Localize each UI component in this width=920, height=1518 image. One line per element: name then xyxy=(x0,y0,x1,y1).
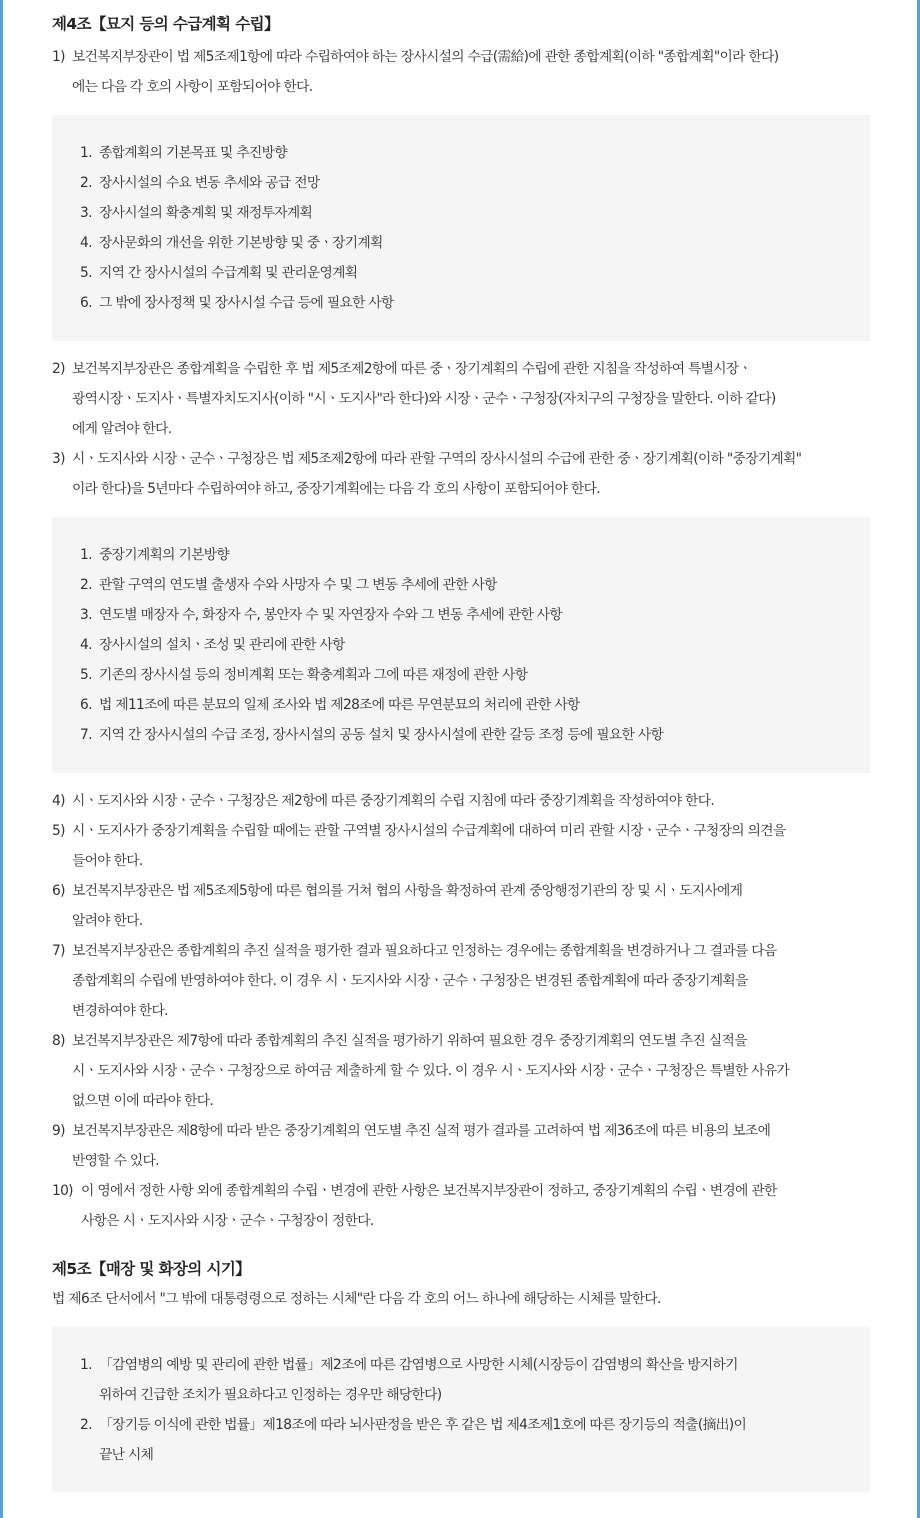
article-4-list-box-2 xyxy=(52,517,870,773)
paragraph-number: 1) xyxy=(52,49,65,65)
paragraph-line: 에게 알려야 한다. xyxy=(72,421,172,437)
item-number: 5. xyxy=(80,667,92,683)
law-document xyxy=(52,0,870,1492)
article-4-paragraph-6 xyxy=(52,876,870,936)
item-number: 3. xyxy=(80,205,92,221)
paragraph-line: 보건복지부장관은 제7항에 따라 종합계획의 추진 실적을 평가하기 위하여 필요한 경우 중장기계획의 연도별 추진 실적을 xyxy=(72,1033,747,1049)
item-line: 위하여 긴급한 조치가 필요하다고 인정하는 경우만 해당한다) xyxy=(99,1387,442,1403)
paragraph-number: 7) xyxy=(52,943,65,959)
paragraph-number: 4) xyxy=(52,793,65,809)
article-4-paragraph-1 xyxy=(52,42,870,102)
item-number: 4. xyxy=(80,637,92,653)
item-number: 1. xyxy=(80,1357,92,1373)
list-item xyxy=(80,1410,870,1470)
article-4-paragraph-2 xyxy=(52,354,870,444)
paragraph-line: 보건복지부장관은 종합계획의 추진 실적을 평가한 결과 필요하다고 인정하는 경우에는 종합계획을 변경하거나 그 결과를 다음 xyxy=(72,943,777,959)
item-number: 7. xyxy=(80,727,92,743)
list-item xyxy=(80,138,870,168)
item-line: 끝난 시체 xyxy=(99,1447,154,1463)
paragraph-line: 광역시장ㆍ도지사ㆍ특별자치도지사(이하 "시ㆍ도지사"라 한다)와 시장ㆍ군수ㆍ구청장(자치구의 구청장을 말한다. 이하 같다) xyxy=(72,391,776,407)
paragraph-line: 사항은 시ㆍ도지사와 시장ㆍ군수ㆍ구청장이 정한다. xyxy=(81,1213,374,1229)
paragraph-line: 이라 한다)을 5년마다 수립하여야 하고, 중장기계획에는 다음 각 호의 사항이 포함되어야 한다. xyxy=(72,481,600,497)
item-text: 기존의 장사시설 등의 정비계획 또는 확충계획과 그에 따른 재정에 관한 사항 xyxy=(99,667,528,683)
paragraph-line: 보건복지부장관은 종합계획을 수립한 후 법 제5조제2항에 따른 중ㆍ장기계획의 수립에 관한 지침을 작성하여 특별시장ㆍ xyxy=(72,361,752,377)
paragraph-line: 보건복지부장관은 법 제5조제5항에 따른 협의를 거쳐 협의 사항을 확정하여 관계 중앙행정기관의 장 및 시ㆍ도지사에게 xyxy=(72,883,743,899)
paragraph-number: 10) xyxy=(52,1183,73,1199)
article-4-list-box-1 xyxy=(52,115,870,341)
list-item xyxy=(80,540,870,570)
paragraph-number: 8) xyxy=(52,1033,65,1049)
paragraph-line: 보건복지부장관은 제8항에 따라 받은 중장기계획의 연도별 추진 실적 평가 결과를 고려하여 법 제36조에 따른 비용의 보조에 xyxy=(72,1123,771,1139)
paragraph-number: 6) xyxy=(52,883,65,899)
item-text: 장사시설의 수요 변동 추세와 공급 전망 xyxy=(99,175,320,191)
article-4-paragraph-8 xyxy=(52,1026,870,1116)
list-item xyxy=(80,168,870,198)
article-5-intro: 법 제6조 단서에서 "그 밖에 대통령령으로 정하는 시체"란 다음 각 호의 어느 하나에 해당하는 시체를 말한다. xyxy=(52,1291,661,1307)
item-text: 장사시설의 확충계획 및 재정투자계획 xyxy=(99,205,313,221)
item-text: 종합계획의 기본목표 및 추진방향 xyxy=(99,145,287,161)
paragraph-number: 9) xyxy=(52,1123,65,1139)
paragraph-line: 보건복지부장관이 법 제5조제1항에 따라 수립하여야 하는 장사시설의 수급(需給)에 관한 종합계획(이하 "종합계획"이라 한다) xyxy=(72,49,779,65)
paragraph-number: 3) xyxy=(52,451,65,467)
item-text: 그 밖에 장사정책 및 장사시설 수급 등에 필요한 사항 xyxy=(99,295,394,311)
paragraph-number: 5) xyxy=(52,823,65,839)
paragraph-line: 종합계획의 수립에 반영하여야 한다. 이 경우 시ㆍ도지사와 시장ㆍ군수ㆍ구청장은 변경된 종합계획에 따라 중장기계획을 xyxy=(72,973,748,989)
list-item xyxy=(80,570,870,600)
item-number: 6. xyxy=(80,295,92,311)
paragraph-line: 반영할 수 있다. xyxy=(72,1153,159,1169)
item-line: 「감염병의 예방 및 관리에 관한 법률」제2조에 따른 감염병으로 사망한 시체(시장등이 감염병의 확산을 방지하기 xyxy=(99,1357,738,1373)
article-4-paragraph-3 xyxy=(52,444,870,504)
list-item xyxy=(80,288,870,318)
article-4-paragraph-10 xyxy=(52,1176,870,1236)
paragraph-line: 알려야 한다. xyxy=(72,913,143,929)
paragraph-line: 들어야 한다. xyxy=(72,853,143,869)
article-4-paragraph-5 xyxy=(52,816,870,876)
list-item xyxy=(80,1350,870,1410)
paragraph-line: 변경하여야 한다. xyxy=(72,1003,168,1019)
article-5-list-box xyxy=(52,1327,870,1492)
item-text: 연도별 매장자 수, 화장자 수, 봉안자 수 및 자연장자 수와 그 변동 추세에 관한 사항 xyxy=(99,607,563,623)
item-number: 6. xyxy=(80,697,92,713)
item-number: 5. xyxy=(80,265,92,281)
list-item xyxy=(80,690,870,720)
paragraph-number: 2) xyxy=(52,361,65,377)
list-item xyxy=(80,630,870,660)
list-item xyxy=(80,258,870,288)
item-text: 관할 구역의 연도별 출생자 수와 사망자 수 및 그 변동 추세에 관한 사항 xyxy=(99,577,497,593)
paragraph-line: 시ㆍ도지사와 시장ㆍ군수ㆍ구청장은 제2항에 따른 중장기계획의 수립 지침에 따라 중장기계획을 작성하여야 한다. xyxy=(72,793,715,809)
list-item xyxy=(80,600,870,630)
paragraph-line: 없으면 이에 따라야 한다. xyxy=(72,1093,214,1109)
left-frame-border xyxy=(0,0,3,1518)
article-4-paragraph-7 xyxy=(52,936,870,1026)
paragraph-line: 에는 다음 각 호의 사항이 포함되어야 한다. xyxy=(72,79,313,95)
item-number: 1. xyxy=(80,547,92,563)
item-text: 장사시설의 설치ㆍ조성 및 관리에 관한 사항 xyxy=(99,637,345,653)
item-number: 3. xyxy=(80,607,92,623)
list-item xyxy=(80,720,870,750)
item-number: 2. xyxy=(80,175,92,191)
item-text: 지역 간 장사시설의 수급 조정, 장사시설의 공동 설치 및 장사시설에 관한 갈등 조정 등에 필요한 사항 xyxy=(99,727,664,743)
paragraph-line: 시ㆍ도지사가 중장기계획을 수립할 때에는 관할 구역별 장사시설의 수급계획에 대하여 미리 관할 시장ㆍ군수ㆍ구청장의 의견을 xyxy=(72,823,786,839)
article-4-paragraph-4 xyxy=(52,786,870,816)
item-text: 지역 간 장사시설의 수급계획 및 관리운영계획 xyxy=(99,265,358,281)
article-4-heading: 제4조【묘지 등의 수급계획 수립】 xyxy=(52,15,279,33)
article-5-heading: 제5조【매장 및 화장의 시기】 xyxy=(52,1260,251,1278)
item-text: 장사문화의 개선을 위한 기본방향 및 중ㆍ장기계획 xyxy=(99,235,383,251)
list-item xyxy=(80,198,870,228)
item-text: 법 제11조에 따른 분묘의 일제 조사와 법 제28조에 따른 무연분묘의 처리에 관한 사항 xyxy=(99,697,580,713)
item-number: 2. xyxy=(80,1417,92,1433)
item-number: 4. xyxy=(80,235,92,251)
list-item xyxy=(80,660,870,690)
item-number: 2. xyxy=(80,577,92,593)
paragraph-line: 이 영에서 정한 사항 외에 종합계획의 수립ㆍ변경에 관한 사항은 보건복지부장관이 정하고, 중장기계획의 수립ㆍ변경에 관한 xyxy=(81,1183,777,1199)
item-number: 1. xyxy=(80,145,92,161)
item-text: 중장기계획의 기본방향 xyxy=(99,547,229,563)
article-4-paragraph-9 xyxy=(52,1116,870,1176)
paragraph-line: 시ㆍ도지사와 시장ㆍ군수ㆍ구청장은 법 제5조제2항에 따라 관할 구역의 장사시설의 수급에 관한 중ㆍ장기계획(이하 "중장기계획" xyxy=(72,451,802,467)
paragraph-line: 시ㆍ도지사와 시장ㆍ군수ㆍ구청장으로 하여금 제출하게 할 수 있다. 이 경우 시ㆍ도지사와 시장ㆍ군수ㆍ구청장은 특별한 사유가 xyxy=(72,1063,790,1079)
item-line: 「장기등 이식에 관한 법률」제18조에 따라 뇌사판정을 받은 후 같은 법 제4조제1호에 따른 장기등의 적출(摘出)이 xyxy=(99,1417,747,1433)
list-item xyxy=(80,228,870,258)
